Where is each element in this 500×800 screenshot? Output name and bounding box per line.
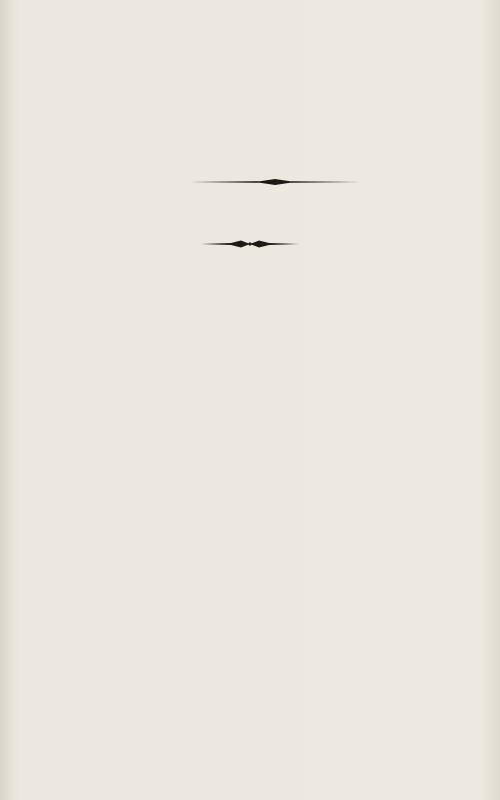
ornamental-rule-title — [201, 239, 299, 249]
ornamental-rule-top — [190, 178, 360, 186]
